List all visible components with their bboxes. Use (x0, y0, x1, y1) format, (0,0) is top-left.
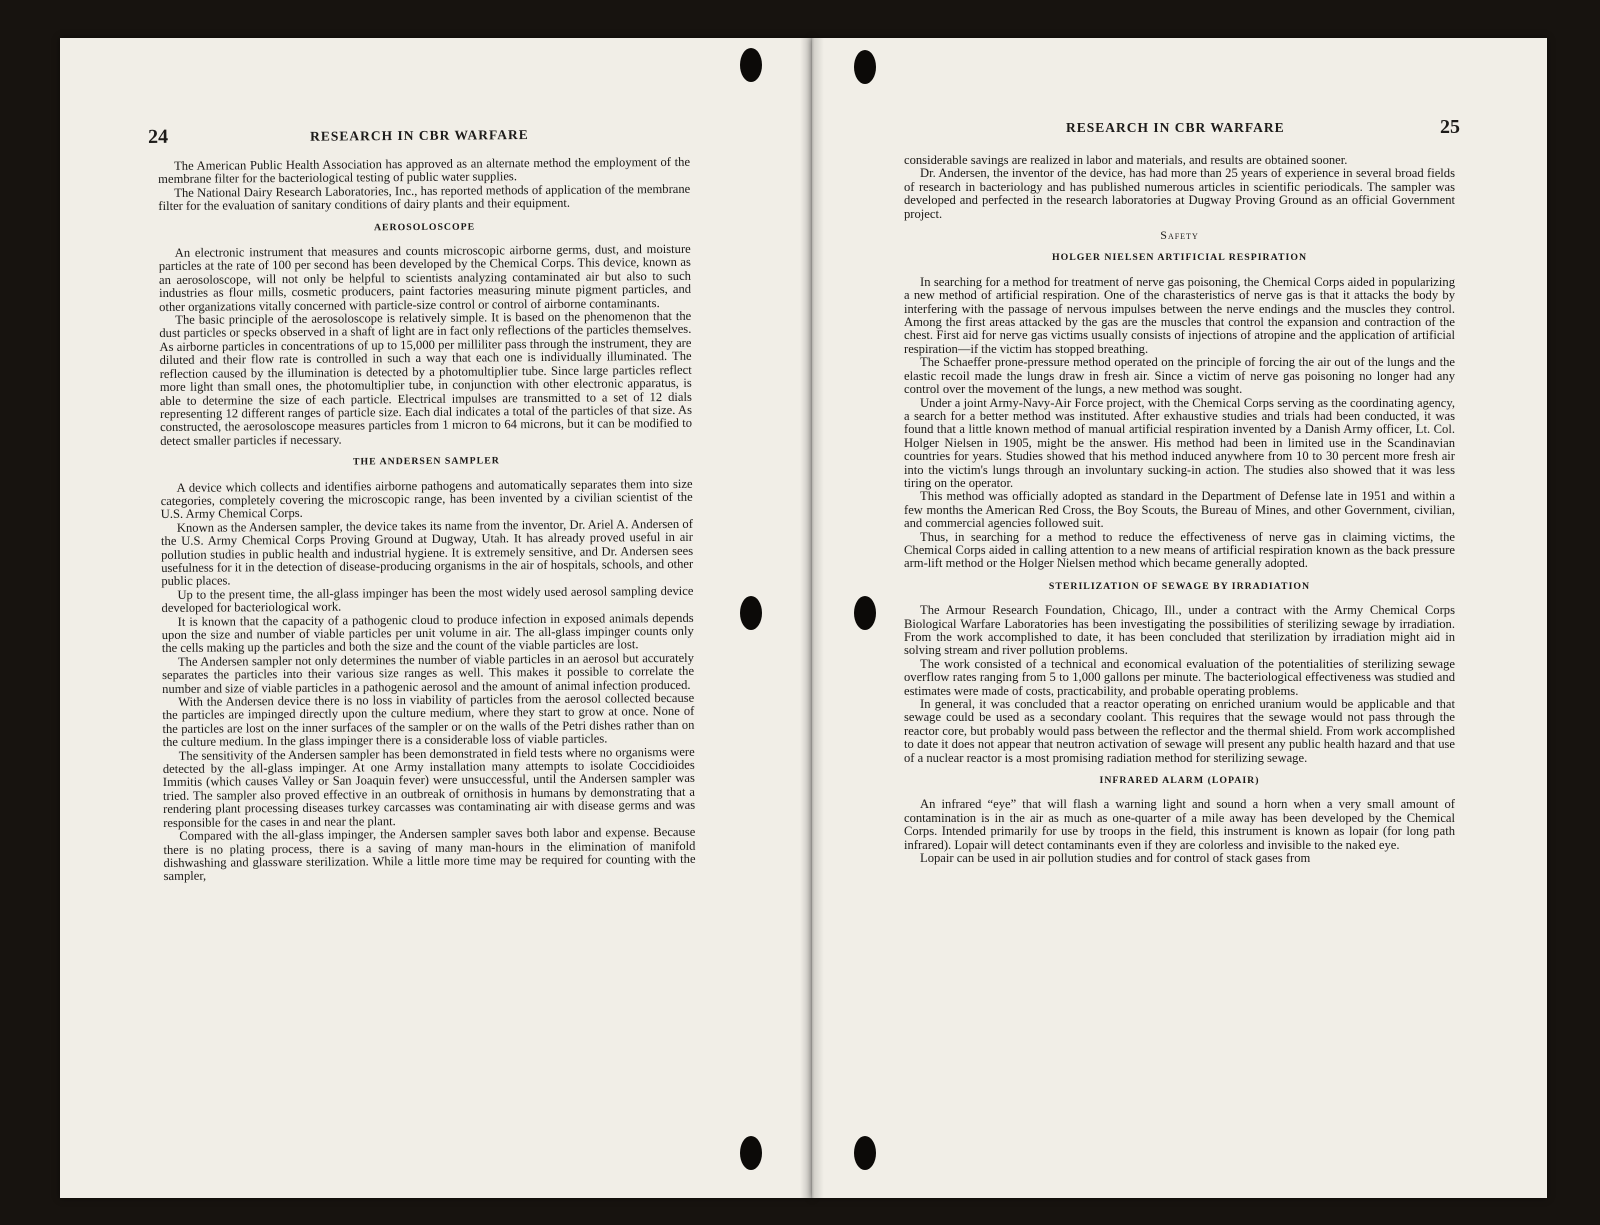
paragraph: An infrared “eye” that will flash a warning light and sound a horn when a very small amount of contamination is in the air as much as one-quarter of a mile away has been developed by the Chemical Corps. Intended primarily for use by troops in the field, this instrument is known as lopair (for long path infrared). Lopair will detect contaminants even if they are colorless and invisible to the naked eye. (904, 797, 1455, 852)
paragraph: A device which collects and identifies airborne pathogens and automatically separates them into size categories, completely covering the microscopic range, has been invented by a civilian scientist of the U.S. Army Chemical Corps. (160, 476, 693, 522)
paragraph: The work consisted of a technical and economical evaluation of the potentialities of sterilizing sewage overflow rates ranging from 5 to 1,000 gallons per minute. The bacteriological effectiveness was studied and estimates were made of costs, practicability, and probable operating problems. (904, 656, 1455, 698)
paragraph: Compared with the all-glass impinger, the Andersen sampler saves both labor and expense. Because there is no plating process, there is a saving of many man-hours in the elimination of manifold dishwashing and glassware sterilization. While a little more time may be required for counting with the sampler, (163, 824, 696, 884)
binder-hole (740, 1136, 762, 1170)
binder-hole (854, 596, 876, 630)
paragraph: Up to the present time, the all-glass impinger has been the most widely used aerosol sampling device developed for bacteriological work. (161, 583, 694, 616)
book-gutter (800, 38, 824, 1198)
binder-hole (854, 50, 876, 84)
section-heading: HOLGER NIELSEN ARTIFICIAL RESPIRATION (1051, 252, 1308, 264)
paragraph: The Andersen sampler not only determines the number of viable particles in an aerosol but accurately separates the particles into their various size ranges as well. This makes it possible to correlate the number and size of viable particles in a pathogenic aerosol and the amount of animal infection produced. (161, 650, 695, 696)
paragraph: The Schaeffer prone-pressure method operated on the principle of forcing the air out of the lungs and the elastic recoil made the lungs draw in fresh air. Since a victim of nerve gas poisoning no longer had any control over the movement of the lungs, a new method was sought. (904, 355, 1455, 397)
paragraph: considerable savings are realized in labor and materials, and results are obtained sooner. (904, 153, 1348, 167)
paragraph: In searching for a method for treatment of nerve gas poisoning, the Chemical Corps aided in popularizing a new method of artificial respiration. One of the charasteristics of nerve gas is that it attacks the body by interfering with the passage of nervous impulses between the nerve endings and the muscles they control. Among the first areas attacked by the gas are the muscles that control the expansion and contraction of the chest. First aid for nerve gas victims usually consists of injections of atropine and the application of artificial respiration—if the victim has stopped breathing. (904, 274, 1455, 356)
paragraph: The American Public Health Association has approved as an alternate method the employment of the membrane filter for the bacteriological testing of public water supplies. (158, 154, 691, 187)
paragraph: Lopair can be used in air pollution studies and for control of stack gases from (920, 851, 1311, 866)
paragraph: The Armour Research Foundation, Chicago, Ill., under a contract with the Army Chemical Corps Biological Warfare Laboratories has been investigating the possibilities of sterilizing sewage by irradiation. From the work accomplished to date, it has been concluded that sterilization by irradiation might aid in solving stream and river pollution problems. (904, 603, 1455, 658)
paragraph: Under a joint Army-Navy-Air Force project, with the Chemical Corps serving as the coordinating agency, a search for a better method was instituted. After exhaustive studies and trials had been conducted, it was found that a little known method of manual artificial respiration invented by a Danish Army officer, Lt. Col. Holger Nielsen in 1905, might be the answer. His method had been in limited use in the Scandinavian countries for years. Studies showed that his method induced anywhere from 10 to 30 percent more fresh air into the victim's lungs through an involuntary sucking-in action. The studies also showed that it was less tiring on the operator. (904, 395, 1455, 490)
right-page-header (1066, 118, 1466, 140)
section-heading: STERILIZATION OF SEWAGE BY IRRADIATION (1048, 580, 1311, 592)
right-page-text (904, 154, 1455, 866)
section-heading: THE ANDERSEN SAMPLER (352, 455, 500, 468)
paragraph: This method was officially adopted as standard in the Department of Defense late in 1951 and within a few months the American Red Cross, the Boy Scouts, the Bureau of Mines, and other Government, civilian, and commercial agencies followed suit. (904, 489, 1455, 531)
paragraph: The basic principle of the aerosoloscope is relatively simple. It is based on the phenomenon that the dust particles or specks observed in a shaft of light are in fact only reflections of the particles themselves. As airborne particles in concentrations of up to 15,000 per milliliter pass through the instrument, they are diluted and their flow rate is controlled in such a way that each one is individually illuminated. The reflection caused by the illumination is detected by a photomultiplier tube. Since large particles reflect more light than small ones, the photomultiplier tube, in conjunction with other electronic apparatus, is able to determine the size of each particle. Electrical impulses are transmitted to a set of 12 dials representing 12 different ranges of particle size. Each dial indicates a total of the particles of that size. As constructed, the aerosoloscope measures particles from 1 micron to 64 microns, but it can be modified to detect smaller particles if necessary. (159, 308, 693, 448)
section-title: Safety (1160, 228, 1199, 243)
paragraph: An electronic instrument that measures and counts microscopic airborne germs, dust, and moisture particles at the rate of 100 per second has been developed by the Chemical Corps. This device, known as an aerosoloscope, will not only be helpful to scientists analyzing contaminated air but also to such industries as flour mills, cosmetic producers, paint factories measuring minute pigment particles, and other organizations vitally concerned with particle-size control or control of airborne contaminants. (158, 241, 692, 314)
section-heading: INFRARED ALARM (LOPAIR) (1099, 775, 1260, 787)
binder-hole (740, 48, 762, 82)
paragraph: It is known that the capacity of a pathogenic cloud to produce infection in exposed animals depends upon the size and number of viable particles per unit volume in air. The all-glass impinger counts only the cells making up the particles and both the size and the count of the viable particles are lost. (161, 610, 694, 656)
left-page-header (148, 124, 648, 150)
paragraph: The sensitivity of the Andersen sampler has been demonstrated in field tests where no organisms were detected by the all-glass impinger. At one Army installation many attempts to isolate Coccidioides Immitis (which causes Valley or San Joaquin fever) were unsuccessful, until the Andersen sampler was tried. The sampler also proved effective in an outbreak of ornithosis in humans by demonstrating that a rendering plant processing diseases turkey carcasses was contaminating air with disease germs and was responsible for the cases in and near the plant. (162, 744, 696, 830)
binder-hole (740, 596, 762, 630)
page-number: 24 (147, 125, 169, 148)
running-head: RESEARCH IN CBR WARFARE (310, 127, 529, 144)
running-head: RESEARCH IN CBR WARFARE (1066, 120, 1285, 135)
paragraph: Known as the Andersen sampler, the device takes its name from the inventor, Dr. Ariel A. Andersen of the U.S. Army Chemical Corps Proving Ground at Dugway, Utah. It has already proved useful in air pollution studies in public health and industrial hygiene. It is extremely sensitive, and Dr. Andersen sees usefulness for it in the detection of disease-producing organisms in the air of hospitals, schools, and other public places. (160, 516, 694, 589)
paragraph: The National Dairy Research Laboratories, Inc., has reported methods of application of the membrane filter for the evaluation of sanitary conditions of dairy plants and their equipment. (158, 181, 691, 214)
page-number: 25 (1440, 116, 1460, 138)
paragraph: Thus, in searching for a method to reduce the effectiveness of nerve gas in claiming victims, the Chemical Corps aided in calling attention to a new means of artificial respiration known as the back pressure arm-lift method or the Holger Nielsen method which became generally adopted. (904, 529, 1455, 571)
paragraph: In general, it was concluded that a reactor operating on enriched uranium would be applicable and that sewage could be used as a secondary coolant. This requires that the sewage would not pass through the reactor core, but probably would pass between the reflector and the thermal shield. From work accomplished to date it does not appear that neutron activation of sewage will present any public health hazard and that use of a nuclear reactor is a most promising radiation method for sterilizing sewage. (904, 697, 1455, 765)
binder-hole (854, 1136, 876, 1170)
paragraph: With the Andersen device there is no loss in viability of particles from the aerosol collected because the particles are impinged directly upon the culture medium, where they start to grow at once. None of the particles are lost on the inner surfaces of the sampler or on the walls of the Petri dishes rather than on the culture medium. In the glass impinger there is a considerable loss of viable particles. (162, 690, 695, 750)
section-heading: AEROSOLOSCOPE (373, 221, 476, 233)
left-page-text (158, 156, 696, 884)
paragraph: Dr. Andersen, the inventor of the device, has had more than 25 years of experience in several broad fields of research in bacteriology and has published numerous articles in scientific periodicals. The sampler was developed and perfected in the research laboratories at Dugway Proving Ground as an official Government project. (904, 166, 1455, 221)
